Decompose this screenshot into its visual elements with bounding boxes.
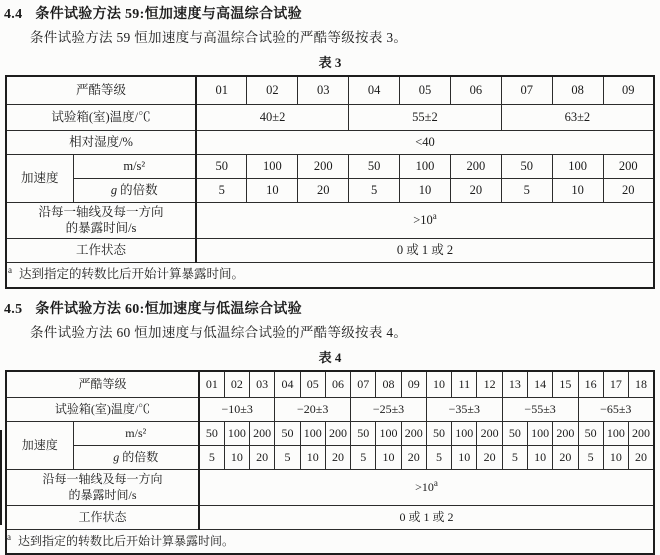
acceleration-g-value-cell: 5 — [349, 178, 400, 202]
footnote-marker: a — [7, 531, 11, 542]
acceleration-ms2-value-cell: 50 — [502, 421, 527, 445]
severity-value-cell: 09 — [401, 371, 426, 397]
g-symbol: g — [110, 182, 118, 197]
section-title: 条件试验方法 60:恒加速度与低温综合试验 — [35, 302, 302, 317]
document-page — [0, 5, 660, 548]
humidity-label-cell: 相对湿度/% — [6, 130, 196, 154]
acceleration-ms2-value-cell: 50 — [349, 154, 400, 178]
severity-value-cell: 04 — [349, 76, 400, 104]
acceleration-g-value-cell: 20 — [450, 178, 501, 202]
temperature-value-cell: −65±3 — [578, 397, 654, 421]
acceleration-g-value-cell: 5 — [351, 445, 376, 469]
acceleration-ms2-value-cell: 100 — [552, 154, 603, 178]
acceleration-ms2-value-cell: 100 — [603, 421, 628, 445]
temperature-value-cell: −20±3 — [275, 397, 351, 421]
acceleration-ms2-value-cell: 100 — [247, 154, 298, 178]
severity-value-cell: 09 — [603, 76, 654, 104]
footnote-cell — [6, 529, 654, 554]
severity-value-cell: 02 — [247, 76, 298, 104]
severity-value-cell: 17 — [603, 371, 628, 397]
exposure-value: >10 — [413, 212, 433, 227]
severity-value-cell: 08 — [376, 371, 401, 397]
temperature-value-cell: 55±2 — [349, 104, 502, 130]
severity-value-cell: 12 — [477, 371, 502, 397]
scan-edge-artifact — [0, 430, 2, 525]
working-state-label-cell: 工作状态 — [6, 238, 196, 262]
g-symbol: g — [113, 449, 120, 464]
severity-value-cell: 01 — [199, 371, 224, 397]
exposure-time-value-cell — [199, 469, 654, 505]
acceleration-ms2-value-cell: 50 — [426, 421, 451, 445]
acceleration-ms2-value-cell: 50 — [196, 154, 247, 178]
exposure-footnote-marker: a — [432, 210, 437, 221]
working-state-label-cell: 工作状态 — [6, 505, 199, 529]
acceleration-ms2-value-cell: 200 — [553, 421, 578, 445]
exposure-label-line2: 的暴露时间/s — [68, 488, 137, 502]
severity-value-cell: 10 — [426, 371, 451, 397]
acceleration-ms2-value-cell: 100 — [527, 421, 552, 445]
severity-value-cell: 15 — [553, 371, 578, 397]
acceleration-g-value-cell: 5 — [199, 445, 224, 469]
temperature-label-cell: 试验箱(室)温度/℃ — [6, 104, 196, 130]
acceleration-g-value-cell: 10 — [552, 178, 603, 202]
exposure-label-line1: 沿每一轴线及每一方向 — [42, 472, 163, 486]
acceleration-g-value-cell: 10 — [300, 445, 325, 469]
acceleration-g-value-cell: 20 — [298, 178, 349, 202]
g-multiple-text: 的倍数 — [120, 182, 158, 197]
exposure-footnote-marker: a — [433, 477, 438, 488]
acceleration-g-value-cell: 20 — [401, 445, 426, 469]
working-state-value-cell: 0 或 1 或 2 — [199, 505, 654, 529]
temperature-value-cell: −25±3 — [351, 397, 427, 421]
severity-value-cell: 02 — [224, 371, 249, 397]
footnote-text: 达到指定的转数比后开始计算暴露时间。 — [19, 267, 245, 282]
acceleration-g-value-cell: 5 — [275, 445, 300, 469]
acceleration-g-value-cell: 10 — [247, 178, 298, 202]
exposure-label-line1: 沿每一轴线及每一方向 — [38, 205, 164, 219]
acceleration-g-value-cell: 10 — [527, 445, 552, 469]
section-4-4-heading — [4, 5, 660, 24]
severity-value-cell: 03 — [298, 76, 349, 104]
acceleration-g-value-cell: 20 — [325, 445, 350, 469]
exposure-time-value-cell — [196, 202, 654, 238]
acceleration-label-cell: 加速度 — [6, 154, 73, 202]
temperature-value-cell: −10±3 — [199, 397, 275, 421]
section-4-4-paragraph: 条件试验方法 59 恒加速度与高温综合试验的严酷等级按表 3。 — [30, 30, 408, 45]
acceleration-g-value-cell: 10 — [400, 178, 451, 202]
acceleration-ms2-value-cell: 200 — [477, 421, 502, 445]
acceleration-ms2-value-cell: 200 — [603, 154, 654, 178]
acceleration-g-value-cell: 5 — [501, 178, 552, 202]
severity-value-cell: 07 — [501, 76, 552, 104]
severity-value-cell: 11 — [452, 371, 477, 397]
severity-value-cell: 18 — [629, 371, 654, 397]
acceleration-g-value-cell: 5 — [426, 445, 451, 469]
acceleration-ms2-value-cell: 200 — [450, 154, 501, 178]
acceleration-ms2-value-cell: 200 — [298, 154, 349, 178]
severity-value-cell: 03 — [250, 371, 275, 397]
acceleration-g-value-cell: 20 — [477, 445, 502, 469]
acceleration-g-value-cell: 10 — [603, 445, 628, 469]
acceleration-ms2-value-cell: 200 — [629, 421, 654, 445]
acceleration-g-value-cell: 20 — [629, 445, 654, 469]
acceleration-label-cell: 加速度 — [6, 421, 73, 469]
temperature-value-cell: 63±2 — [501, 104, 654, 130]
table-4-caption: 表 4 — [318, 350, 342, 365]
temperature-value-cell: 40±2 — [196, 104, 349, 130]
severity-value-cell: 07 — [351, 371, 376, 397]
severity-label-cell: 严酷等级 — [6, 76, 196, 104]
temperature-label-cell: 试验箱(室)温度/℃ — [6, 397, 199, 421]
acceleration-g-value-cell: 10 — [452, 445, 477, 469]
section-title: 条件试验方法 59:恒加速度与高温综合试验 — [35, 7, 302, 22]
ms2-label-cell: m/s² — [73, 154, 196, 178]
acceleration-ms2-value-cell: 200 — [325, 421, 350, 445]
table-4 — [5, 370, 655, 555]
g-multiple-label-cell — [73, 178, 196, 202]
acceleration-ms2-value-cell: 100 — [452, 421, 477, 445]
severity-value-cell: 05 — [400, 76, 451, 104]
footnote-cell — [6, 262, 654, 288]
severity-value-cell: 04 — [275, 371, 300, 397]
acceleration-ms2-value-cell: 50 — [578, 421, 603, 445]
acceleration-ms2-value-cell: 50 — [351, 421, 376, 445]
acceleration-g-value-cell: 5 — [196, 178, 247, 202]
section-number: 4.4 — [4, 7, 23, 22]
working-state-value-cell: 0 或 1 或 2 — [196, 238, 654, 262]
acceleration-g-value-cell: 10 — [376, 445, 401, 469]
exposure-time-label-cell — [6, 469, 199, 505]
acceleration-g-value-cell: 5 — [502, 445, 527, 469]
acceleration-ms2-value-cell: 50 — [275, 421, 300, 445]
acceleration-g-value-cell: 10 — [224, 445, 249, 469]
section-4-5-paragraph: 条件试验方法 60 恒加速度与低温综合试验的严酷等级按表 4。 — [30, 325, 408, 340]
acceleration-g-value-cell: 20 — [250, 445, 275, 469]
severity-label-cell: 严酷等级 — [6, 371, 199, 397]
acceleration-ms2-value-cell: 50 — [501, 154, 552, 178]
acceleration-ms2-value-cell: 100 — [400, 154, 451, 178]
exposure-label-line2: 的暴露时间/s — [65, 221, 137, 235]
acceleration-g-value-cell: 5 — [578, 445, 603, 469]
acceleration-ms2-value-cell: 50 — [199, 421, 224, 445]
footnote-marker: a — [8, 265, 12, 276]
severity-value-cell: 01 — [196, 76, 247, 104]
severity-value-cell: 06 — [325, 371, 350, 397]
section-4-5-heading — [4, 300, 660, 319]
severity-value-cell: 06 — [450, 76, 501, 104]
severity-value-cell: 16 — [578, 371, 603, 397]
exposure-time-label-cell — [6, 202, 196, 238]
acceleration-ms2-value-cell: 200 — [250, 421, 275, 445]
acceleration-ms2-value-cell: 100 — [224, 421, 249, 445]
severity-value-cell: 05 — [300, 371, 325, 397]
acceleration-ms2-value-cell: 200 — [401, 421, 426, 445]
acceleration-g-value-cell: 20 — [603, 178, 654, 202]
severity-value-cell: 14 — [527, 371, 552, 397]
g-multiple-text: 的倍数 — [122, 449, 159, 464]
severity-value-cell: 13 — [502, 371, 527, 397]
table-3-caption: 表 3 — [318, 55, 342, 70]
temperature-value-cell: −55±3 — [502, 397, 578, 421]
acceleration-ms2-value-cell: 100 — [300, 421, 325, 445]
acceleration-ms2-value-cell: 100 — [376, 421, 401, 445]
severity-value-cell: 08 — [552, 76, 603, 104]
acceleration-g-value-cell: 20 — [553, 445, 578, 469]
exposure-value: >10 — [415, 479, 434, 494]
footnote-text: 达到指定的转数比后开始计算暴露时间。 — [18, 533, 235, 548]
g-multiple-label-cell — [73, 445, 199, 469]
section-number: 4.5 — [4, 302, 23, 317]
table-3 — [5, 75, 655, 289]
temperature-value-cell: −35±3 — [426, 397, 502, 421]
humidity-value-cell: <40 — [196, 130, 654, 154]
ms2-label-cell: m/s² — [73, 421, 199, 445]
